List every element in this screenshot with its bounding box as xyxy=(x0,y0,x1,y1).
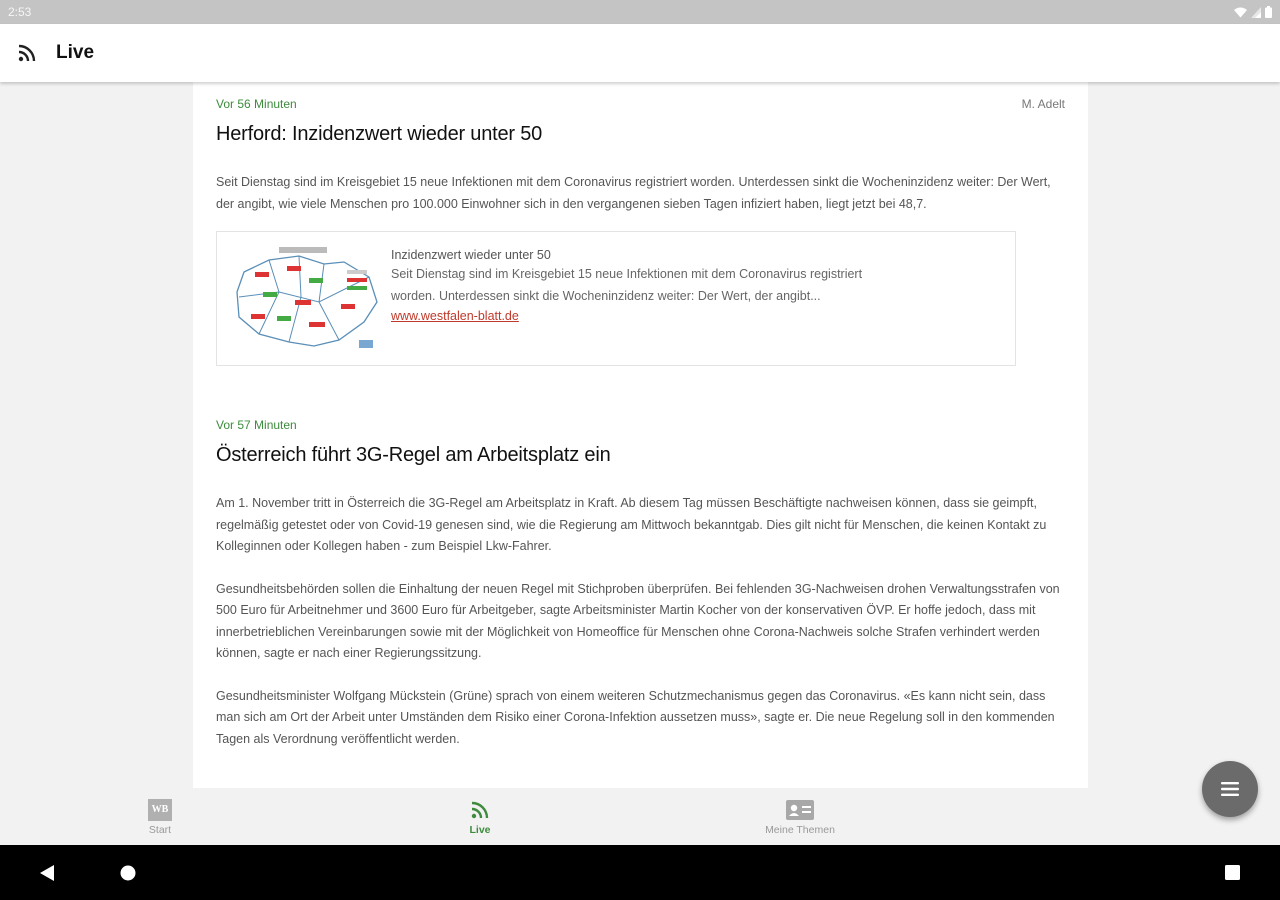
entry-paragraph: Am 1. November tritt in Österreich die 3G-Regel am Arbeitsplatz in Kraft. Ab diesem Tag müssen Beschäftigte nachweisen können, dass sie geimpft, regelmäßig getestet oder von Covid-19 genesen sind, wie die Regierung am Mittwoch bekanntgab. Dies gilt nicht für Menschen, die keinen Kontakt zu Kolleginnen oder Kollegen haben - zum Beispiel Lkw-Fahrer. xyxy=(216,496,1047,553)
link-preview-text xyxy=(391,242,891,355)
status-bar xyxy=(0,0,1280,24)
live-entry xyxy=(193,82,1088,366)
link-preview-url[interactable]: www.westfalen-blatt.de xyxy=(391,309,519,323)
system-navigation-bar xyxy=(0,845,1280,900)
menu-fab[interactable] xyxy=(1202,761,1258,817)
home-icon[interactable] xyxy=(120,865,136,881)
nav-label: Meine Themen xyxy=(765,823,835,836)
entry-time: Vor 57 Minuten xyxy=(216,418,297,432)
map-thumbnail xyxy=(229,242,379,352)
signal-icon xyxy=(1251,7,1261,18)
app-bar xyxy=(0,24,1280,82)
nav-meine-themen[interactable] xyxy=(640,788,960,845)
entry-time: Vor 56 Minuten xyxy=(216,97,297,111)
rss-icon xyxy=(18,44,36,62)
nav-live[interactable] xyxy=(320,788,640,845)
nav-label: Live xyxy=(469,823,491,836)
entry-author: M. Adelt xyxy=(1021,97,1065,111)
link-preview-card[interactable] xyxy=(216,231,1016,366)
entry-paragraph: Gesundheitsbehörden sollen die Einhaltung der neuen Regel mit Stichproben überprüfen. Bei fehlenden 3G-Nachweisen drohen Verwaltungsstrafen von 500 Euro für Arbeitnehmer und 3600 Euro für Arbeitgeber, sagte Arbeitsminister Martin Kocher von der konservativen ÖVP. Er hoffe jedoch, dass mit innerbetrieblichen Vereinbarungen sowie mit der Möglichkeit von Homeoffice für Menschen ohne Corona-Nachweis solche Strafen verhindert werden können, sagte er nach einer Regierungssitzung. xyxy=(216,581,1060,660)
nav-start[interactable] xyxy=(0,788,320,845)
status-time: 2:53 xyxy=(8,5,32,19)
link-preview-description: Seit Dienstag sind im Kreisgebiet 15 neue Infektionen mit dem Coronavirus registriert worden. Unterdessen sinkt die Wocheninzidenz weiter: Der Wert, der angibt... xyxy=(391,267,863,303)
rss-icon xyxy=(471,801,489,819)
entry-meta xyxy=(216,418,1065,432)
wifi-icon xyxy=(1234,7,1247,18)
entry-paragraph: Gesundheitsminister Wolfgang Mückstein (Grüne) sprach von einem weiteren Schutzmechanismus gegen das Coronavirus. «Es kann nicht sein, dass man sich am Ort der Arbeit unter Umständen dem Risiko einer Corona-Infektion aussetzen muss», sagte er. Die neue Regelung soll in den kommenden Tagen als Verordnung veröffentlicht werden. xyxy=(216,688,1055,746)
link-preview-title: Inzidenzwert wieder unter 50 xyxy=(391,248,551,262)
live-entry xyxy=(193,366,1088,750)
entry-headline: Österreich führt 3G-Regel am Arbeitsplatz ein xyxy=(216,444,611,466)
entry-meta xyxy=(216,97,1065,111)
entry-headline: Herford: Inzidenzwert wieder unter 50 xyxy=(216,123,543,145)
page-title: Live xyxy=(56,42,95,63)
wb-logo-text: WB xyxy=(148,799,172,821)
nav-label: Start xyxy=(148,823,172,836)
entry-paragraph: Seit Dienstag sind im Kreisgebiet 15 neue Infektionen mit dem Coronavirus registriert worden. Unterdessen sinkt die Wocheninzidenz weiter: Der Wert, der angibt, wie viele Menschen pro 100.000 Einwohner sich in den vergangenen sieben Tagen infiziert haben, liegt jetzt bei 48,7. xyxy=(216,175,1051,211)
recents-icon[interactable] xyxy=(1225,865,1240,880)
back-icon[interactable] xyxy=(40,865,54,881)
bottom-navigation xyxy=(0,788,1280,845)
status-icons xyxy=(1234,6,1272,18)
live-feed[interactable] xyxy=(193,82,1088,788)
wb-logo-icon xyxy=(148,798,172,822)
profile-card-icon xyxy=(786,800,814,820)
battery-icon xyxy=(1265,6,1272,18)
menu-icon xyxy=(1221,782,1239,796)
